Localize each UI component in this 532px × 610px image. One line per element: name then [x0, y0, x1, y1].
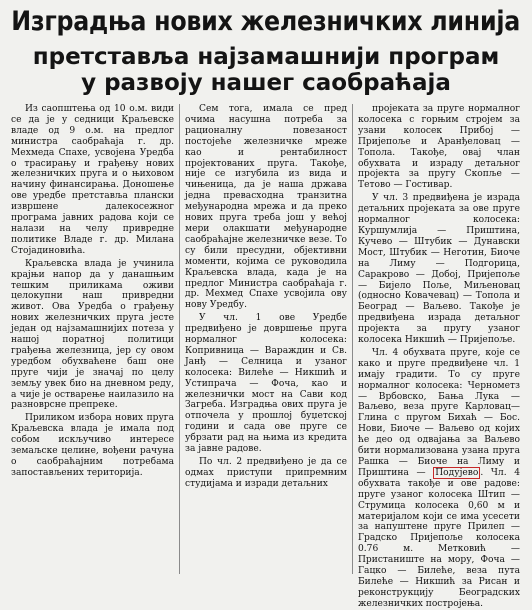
column-3 — [352, 104, 525, 609]
column-3-paragraph-2: У чл. 3 предвиђена је израда детаљних пројеката за ове пруге нормалног колосека: Куршумлија — Приштина, Кучево — Штубик — Дунавски Мост, Штубик — Неготин, Биоче на Лиму — Подгорица, Саракрово — Добој, Пријепоље — Бијело Поље, Миљеновац (односно Ковачевац) — Топола и Београд — Ваљево. Такође је предвиђена израда детаљног пројекта за пругу узаног колосека Никшић — Пријепоље. — [358, 193, 520, 346]
column-2-paragraph-3: По чл. 2 предвиђено је да се одмах приступи припремним студијама и изради детаљних — [185, 457, 347, 489]
highlighted-word: Подујево — [435, 467, 479, 478]
column-1-paragraph-3: Приликом избора нових пруга Краљевска влада је имала под собом искључиво интересе земаљске целине, вођени рачуна о саобраћајним потребама запостављених територија. — [11, 413, 174, 478]
column-1-paragraph-1: Из саопштења од 10 о.м. види се да је у седници Краљевске владе од 9 о.м. на предлог министра саобраћаја г. др. Мехмеда Спахе, усвојена Уредба о трасирању и грађењу нових железничких пруга и о њиховом начину финансирања. Доношење ове уредбе претставља плански извршене далекосежног програма јавних радова који се налази на челу привредне политике Владе г. др. Милана Стојадиновића. — [11, 104, 174, 256]
column-1 — [6, 104, 179, 574]
column-3-paragraph-1: пројеката за пруге нормалног колосека с горњим стројем за узани колосек Прибој — Пријепоље и Аранђеловац — Топола. Такође, овај члан обухвата и израду детаљног пројекта за пругу Скопље — Тетово — Гостивар. — [358, 104, 520, 191]
column-2-paragraph-2: У чл. 1 ове Уредбе предвиђено је довршење пруга нормалног колосека: Копривница — Вараждин и Св. Јанђ — Селница и узаног колосека: Вилеће — Никшић и Устипрача — Фоча, као и железнички мост на Сави код Загреба. Изградња ових пруга је отпочела у прошлој буџетској години и сада ове пруге се убрзати рад на њима из кредита за јавне радове. — [185, 313, 347, 455]
subheadline-line-2: у развоју нашег саобраћаја — [81, 70, 451, 96]
column-3-paragraph-4 — [358, 348, 520, 610]
article-headline: Изградња нових железничких линија — [11, 6, 520, 37]
column-2 — [179, 104, 352, 574]
column-2-paragraph-1: Сем тога, имала се пред очима насушна потреба за рационалну повезаност постојеће железничке мреже као и рентабилност пројектованих пруга. Такође, није се изгубила из вида и чињеница, да је наша држава једна превасходна транзитна међународна мрежа и да преко нових пруга треба још у већој мери олакшати међународне саобраћајне железничке везе. То су били пресудни, објективни моменти, којима се руководила Краљевска влада, када је на предлог Министра саобраћаја г. др. Мехмед Спахе усвојила ову нову Уредбу. — [185, 104, 347, 311]
column-3-paragraph-4-text: Чл. 4 обухвата пруге, које се како и пруге предвиђене чл. 1 имају градити. То су пруге нормалног колосека: Чернометз — Врбовско, Бања Лука — Ваљево, веза пруге Карловац—Глина с пругом Бихаћ — Бос. Нови, Биоче — Ваљево од којих ће део од одвајања за Ваљево бити нормализована узана пруга Рашка — Биоче на Лиму и Приштина — — [358, 347, 520, 478]
subheadline-line-1: претставља најзамашнији програм — [32, 44, 500, 70]
column-1-paragraph-2: Краљевска влада је учинила крајњи напор да у данашњим тешким приликама оживи целокупни наш привредни живот. Ова Уредба о грађењу нових железничких пруга јесте један од најзамашнијих потеза у нашој поратној политици грађења железница, јер су овом уредбом обухваћене баш оне пруге чији је значај по целу земљу увек био на дневном реду, а чије је остварење наилазило на разноврсне препреке. — [11, 258, 174, 411]
article-columns — [6, 104, 526, 609]
article-subheadline — [6, 44, 526, 96]
column-3-paragraph-4-tail: . Чл. 4 обухвата такође и ове радове: пруге узаног колосека Штип — Струмица колосека 0,60 м и материјалом који се има усесети за напуштене пруге Прилеп — Градско Пријепоље колосека 0.76 м. Метковић — Пристаниште на мору, Фоча — Гацко — Билеће, веза пута Билеће — Никшић за Рисан и реконструкцију Београдских железничких постројења. — [358, 467, 521, 609]
